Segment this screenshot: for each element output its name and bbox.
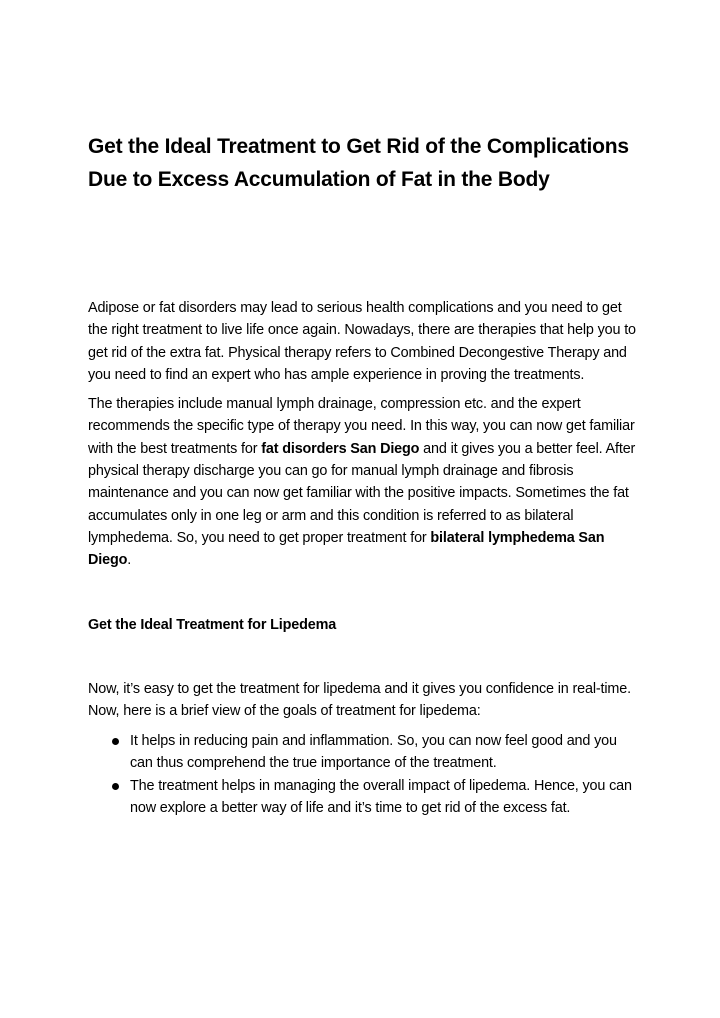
- bilateral-lymphedema-keyword: bilateral lymphedema San Diego: [88, 529, 605, 569]
- therapies-text-1: The therapies include manual lymph drainage, compression etc. and the expert recommends the specific type of therapy you need. In this way, you can now get familiar with the best treatments for: [88, 396, 635, 457]
- list-item: [88, 730, 636, 775]
- therapies-text-2: and it gives you a better feel. After physical therapy discharge you can go for manual lymph drainage and fibrosis maintenance and you can now get familiar with the positive impacts. Sometimes the fat accumulates only in one leg or arm and this condition is referred to as bilateral lymphedema. So, you need to get proper treatment for: [88, 440, 636, 546]
- fat-disorders-keyword: fat disorders San Diego: [261, 440, 420, 457]
- document-title: Get the Ideal Treatment to Get Rid of the Complications Due to Excess Accumulation of Fat in the Body: [88, 135, 629, 191]
- bullet-icon: [112, 783, 119, 790]
- therapies-paragraph: [88, 393, 636, 571]
- document-content: [88, 130, 636, 819]
- therapies-text-3: .: [127, 552, 132, 569]
- lipedema-paragraph: Now, it’s easy to get the treatment for lipedema and it gives you confidence in real-time. Now, here is a brief view of the goals of treatment for lipedema:: [88, 680, 631, 719]
- section-heading: Get the Ideal Treatment for Lipedema: [88, 616, 337, 633]
- goals-list: [88, 730, 636, 819]
- bullet-icon: [112, 738, 119, 745]
- intro-paragraph: Adipose or fat disorders may lead to serious health complications and you need to get the right treatment to live life once again. Nowadays, there are therapies that help you to get rid of the extra fat. Physical therapy refers to Combined Decongestive Therapy and you need to find an expert who has ample experience in proving the treatments.: [88, 300, 636, 383]
- list-item-text: It helps in reducing pain and inflammation. So, you can now feel good and you can thus comprehend the true importance of the treatment.: [130, 733, 617, 772]
- list-item-text: The treatment helps in managing the overall impact of lipedema. Hence, you can now explore a better way of life and it’s time to get rid of the excess fat.: [130, 777, 632, 817]
- list-item: [88, 775, 636, 820]
